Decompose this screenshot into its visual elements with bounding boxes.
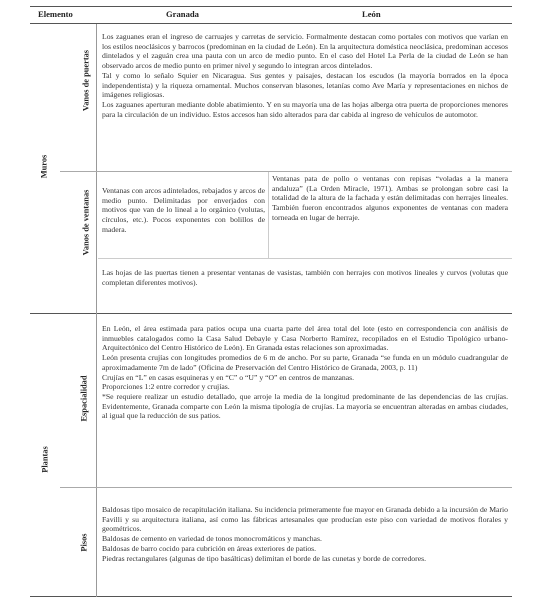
header-granada: Granada (166, 9, 199, 19)
divider-ventanas-columns (268, 172, 269, 258)
espacialidad-paragraph-5: *Se requiere realizar un estudio detallado, que arroje la media de la longitud predominante de las dependencias de las crujías. Evidentemente, Granada comparte con León la misma tipología de crujías. La mayoría se encuentran alteradas en ambas ciudades, al igual que la reducción de sus patios. (102, 391, 508, 421)
divider-puertas-ventanas (60, 171, 512, 172)
divider-espacialidad-pisos (60, 487, 512, 488)
vanos-puertas-paragraph-2: Tal y como lo señalo Squier en Nicaragua. Sus gentes y paisajes, destacan los escudos (la mayoría borrados en la época independentista) y la riqueza ornamental. Muchos conservan blasones, letanías como Ave María y representaciones en nichos de imágenes religiosas. (102, 70, 508, 100)
divider-ventanas-shared (98, 258, 512, 259)
header-top-rule (30, 6, 512, 7)
pisos-text (102, 505, 508, 563)
header-elemento: Elemento (38, 9, 73, 19)
pisos-paragraph-2: Baldosas de cemento en variedad de tonos monocromáticos y manchas. (102, 534, 322, 544)
pisos-paragraph-1: Baldosas tipo mosaico de recapitulación italiana. Su incidencia primeramente fue mayor en Granada debido a la incursión de Mario Favilli y su arquitectura italiana, así como las fábricas artesanales que producían este piso con variedad de motivos florales y geométricos. (102, 505, 508, 534)
subsection-pisos-label: Pisos (79, 533, 89, 552)
subsection-espacialidad-label: Espacialidad (79, 375, 89, 422)
vanos-ventanas-granada-text: Ventanas con arcos adintelados, rebajados y arcos de medio punto. Delimitadas por enverjados con motivos que van de lo lineal a lo orgánico (volutas, círculos, etc.). Pocos exponentes con bolillos de madera. (102, 186, 265, 234)
subsection-vanos-ventanas-label: Vanos de ventanas (81, 189, 91, 256)
header-leon: León (362, 9, 381, 19)
espacialidad-paragraph-4: Proporciones 1:2 entre corredor y crujías. (102, 382, 230, 392)
espacialidad-paragraph-1: En León, el área estimada para patios ocupa una cuarta parte del área total del lote (esto en correspondencia con análisis de inmuebles catalogados como la Casa Salud Debayle y Casa Norberto Ramírez, recopilados en el Estudio Tipológico urbano-Arquitectónico del Centro Histórico de León). En Granada estas relaciones son aproximadas. (102, 324, 508, 353)
subsection-vanos-puertas-label: Vanos de puertas (81, 49, 91, 112)
espacialidad-paragraph-3: Crujías en “L” en casas esquineras y en “C” o “U” y “O” en centros de manzanas. (102, 372, 355, 382)
vanos-ventanas-leon-text: Ventanas pata de pollo o ventanas con repisas “voladas a la manera andaluza” (La Orden Miracle, 1971). Ambas se prolongan sobre casi la totalidad de la altura de la fachada y están delimitadas con herrajes lineales. También fueron encontrados algunos exponentes de ventanas con madera torneada en lugar de herraje. (272, 174, 508, 222)
pisos-paragraph-3: Baldosas de barro cocido para cubrición en áreas exteriores de patios. (102, 543, 317, 553)
pisos-paragraph-4: Piedras rectangulares (algunas de tipo basálticas) delimitan el borde de las cunetas y borde de corredores. (102, 553, 427, 563)
espacialidad-text (102, 324, 508, 421)
header-bottom-rule (30, 23, 512, 24)
section-plantas-label: Plantas (40, 446, 50, 473)
vanos-puertas-paragraph-3: Los zaguanes aperturan mediante doble abatimiento. Y en su mayoría una de las hojas alberga otra puerta de proporciones menores para la circulación de un individuo. Estos accesos han sido alterados para dar cabida al ingreso de vehículos de automotor. (102, 99, 508, 119)
muros-bottom-rule (30, 313, 512, 314)
vanos-puertas-text (102, 32, 508, 119)
plantas-bottom-rule (30, 596, 512, 597)
section-muros-label: Muros (39, 154, 49, 179)
espacialidad-paragraph-2: León presenta crujías con longitudes promedios de 6 m de ancho. Por su parte, Granada “se funda en un módulo cuadrangular de aproximadamente 7m de lado” (Oficina de Preservación del Centro Histórico de Granada, 2003, p. 11) (102, 353, 508, 372)
column-divider (96, 24, 97, 597)
vanos-puertas-paragraph-1: Los zaguanes eran el ingreso de carruajes y carretas de servicio. Formalmente destacan como portales con motivos que varían en los estilos neoclásicos y barrocos (predominan en la ciudad de León). En la arquitectura doméstica neoclásica, predominan accesos dintelados y el zaguán crea una pauta con un arco de medio punto. En el caso del Hotel La Perla de la ciudad de León se han observado arcos de medio punto en primer nivel y segundo lo integran arcos dintelados. (102, 32, 508, 71)
vanos-ventanas-shared-text: Las hojas de las puertas tienen a presentar ventanas de vasistas, también con herrajes con motivos lineales y curvos (volutas que completan diferentes motivos). (102, 268, 508, 287)
